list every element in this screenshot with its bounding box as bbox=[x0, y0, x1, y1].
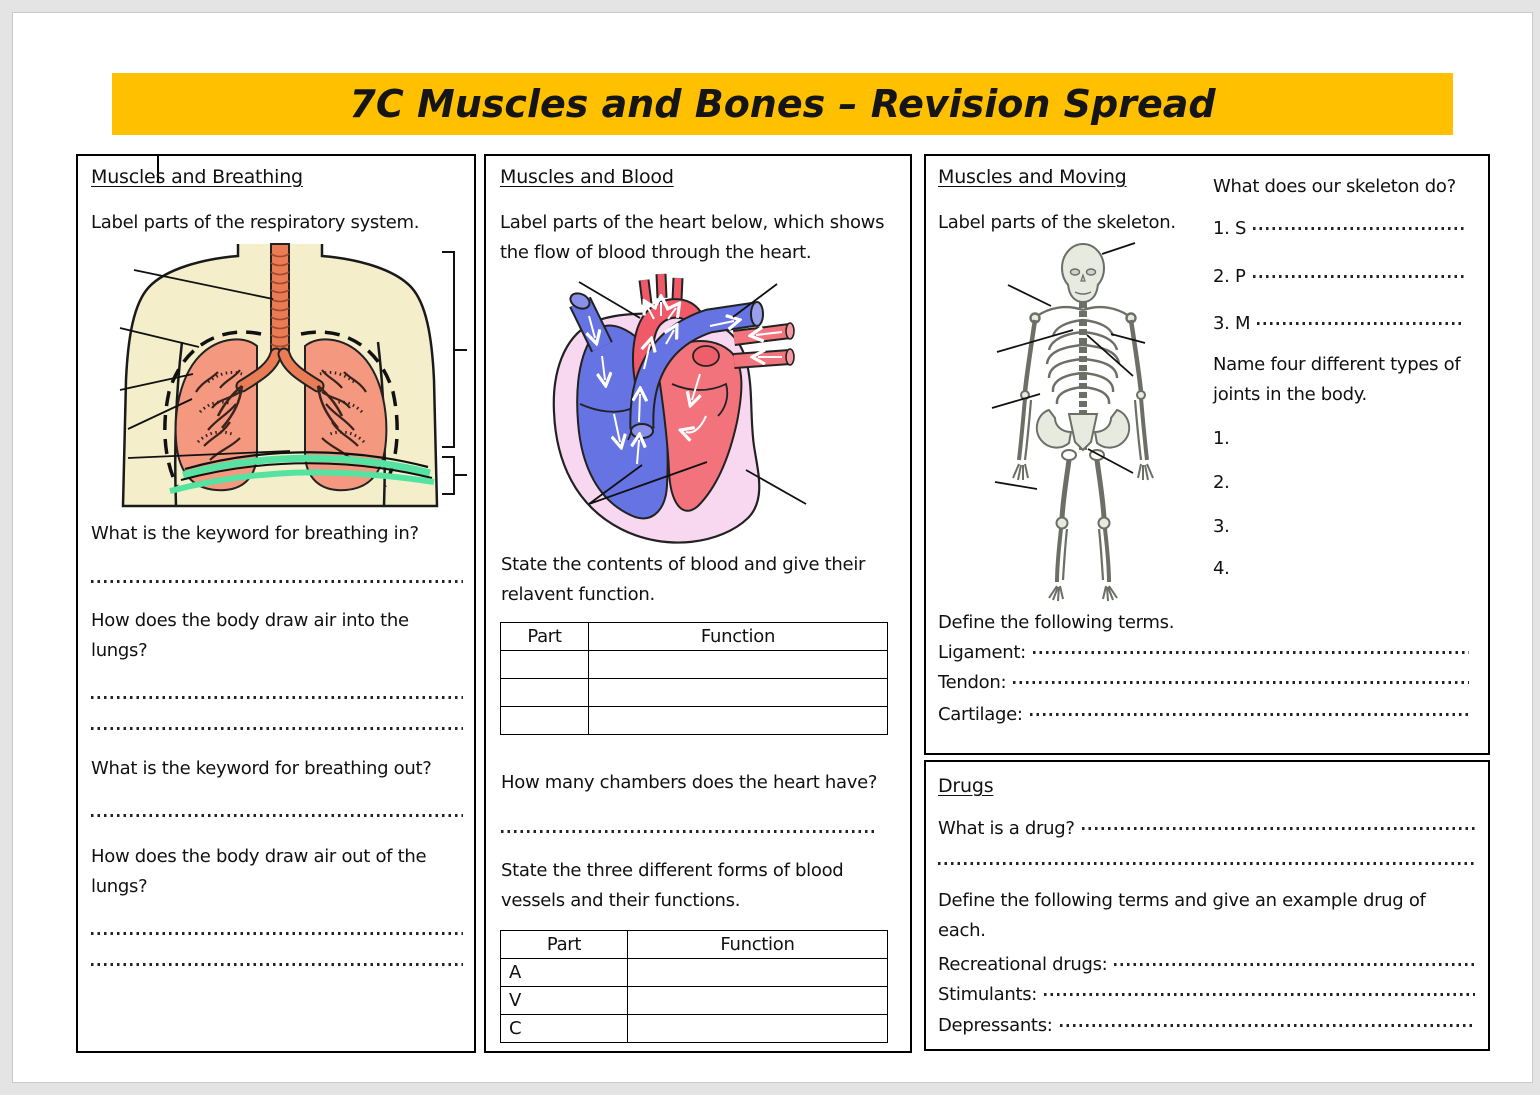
term-label: Depressants: bbox=[938, 1015, 1053, 1036]
label-brackets bbox=[442, 252, 467, 494]
skull bbox=[1062, 244, 1104, 302]
joint-item-3: 3. bbox=[1213, 516, 1230, 537]
list-item-label: 3. M bbox=[1213, 313, 1251, 334]
answer-line bbox=[1257, 322, 1465, 325]
blood-vessels-question: State the three different forms of blood vessels and their functions. bbox=[501, 860, 844, 911]
table-row bbox=[501, 959, 888, 987]
skeleton-answer-3 bbox=[1213, 309, 1465, 339]
term-ligament bbox=[938, 638, 1469, 668]
term-label: Tendon: bbox=[938, 672, 1007, 693]
moving-heading: Muscles and Moving bbox=[938, 166, 1127, 188]
table-row bbox=[501, 707, 888, 735]
term-label: Recreational drugs: bbox=[938, 954, 1108, 975]
answer-line bbox=[91, 814, 463, 817]
page-title: 7C Muscles and Bones – Revision Spread bbox=[349, 82, 1216, 126]
skeleton-diagram bbox=[965, 242, 1205, 606]
answer-line bbox=[1082, 827, 1475, 830]
skeleton-answer-1 bbox=[1213, 214, 1465, 244]
joint-item-1: 1. bbox=[1213, 428, 1230, 449]
section-moving bbox=[924, 154, 1490, 755]
respiratory-diagram bbox=[90, 242, 472, 508]
table-cell bbox=[628, 987, 888, 1015]
drugs-question: What is a drug? bbox=[938, 818, 1075, 839]
table-header-function: Function bbox=[628, 931, 888, 959]
term-recreational bbox=[938, 950, 1475, 980]
blood-contents-question: State the contents of blood and give their relavent function. bbox=[501, 554, 866, 605]
breathing-heading: Muscles and Breathing bbox=[91, 166, 303, 188]
breathing-instruction: Label parts of the respiratory system. bbox=[91, 212, 420, 233]
list-item-label: 2. P bbox=[1213, 266, 1246, 287]
term-label: Cartilage: bbox=[938, 704, 1023, 725]
breathing-question-in: What is the keyword for breathing in? bbox=[91, 523, 419, 544]
define-terms-heading: Define the following terms. bbox=[938, 612, 1175, 633]
skeleton-question: What does our skeleton do? bbox=[1213, 176, 1456, 197]
blood-vessels-table bbox=[500, 930, 888, 1043]
table-row bbox=[501, 679, 888, 707]
answer-line bbox=[1060, 1024, 1475, 1027]
table-cell bbox=[501, 679, 589, 707]
joint-item-4: 4. bbox=[1213, 558, 1230, 579]
table-cell: V bbox=[501, 987, 628, 1015]
answer-line bbox=[1114, 963, 1475, 966]
term-cartilage bbox=[938, 700, 1469, 730]
answer-line bbox=[1253, 227, 1465, 230]
answer-line bbox=[91, 963, 463, 966]
paper-sheet bbox=[12, 12, 1533, 1083]
blood-heading: Muscles and Blood bbox=[500, 166, 674, 188]
drugs-define-question: Define the following terms and give an example drug of each. bbox=[938, 890, 1426, 941]
term-label: Stimulants: bbox=[938, 984, 1038, 1005]
term-stimulants bbox=[938, 980, 1475, 1010]
heart-diagram bbox=[494, 264, 906, 552]
answer-line bbox=[1013, 681, 1469, 684]
blood-chambers-question: How many chambers does the heart have? bbox=[501, 772, 878, 793]
legs bbox=[1049, 460, 1117, 601]
table-header-function: Function bbox=[589, 623, 888, 651]
table-cell bbox=[628, 959, 888, 987]
skeleton-answer-2 bbox=[1213, 262, 1465, 292]
section-blood bbox=[484, 154, 912, 1053]
table-cell bbox=[589, 707, 888, 735]
term-depressants bbox=[938, 1011, 1475, 1041]
table-cell bbox=[501, 651, 589, 679]
table-row bbox=[501, 651, 888, 679]
table-cell bbox=[589, 651, 888, 679]
breathing-question-out: What is the keyword for breathing out? bbox=[91, 758, 432, 779]
blood-contents-table bbox=[500, 622, 888, 735]
answer-line bbox=[91, 696, 463, 699]
pelvis bbox=[1037, 410, 1129, 460]
section-drugs bbox=[924, 760, 1490, 1051]
table-cell: C bbox=[501, 1015, 628, 1043]
blood-instruction: Label parts of the heart below, which shows the flow of blood through the heart. bbox=[500, 212, 885, 263]
answer-line bbox=[91, 727, 463, 730]
table-cell bbox=[589, 679, 888, 707]
answer-line bbox=[91, 580, 463, 583]
table-row bbox=[501, 1015, 888, 1043]
answer-line bbox=[1030, 713, 1469, 716]
list-item-label: 1. S bbox=[1213, 218, 1247, 239]
answer-line bbox=[1033, 651, 1469, 654]
answer-line bbox=[91, 932, 463, 935]
pulmonary-veins bbox=[734, 323, 794, 365]
answer-line bbox=[938, 862, 1475, 865]
section-breathing bbox=[76, 154, 476, 1053]
table-cell bbox=[628, 1015, 888, 1043]
breathing-question-draw-in: How does the body draw air into the lungs? bbox=[91, 610, 409, 661]
table-cell: A bbox=[501, 959, 628, 987]
breathing-question-draw-out: How does the body draw air out of the lungs? bbox=[91, 846, 427, 897]
title-banner bbox=[112, 73, 1453, 135]
table-header-part: Part bbox=[501, 931, 628, 959]
joint-item-2: 2. bbox=[1213, 472, 1230, 493]
term-label: Ligament: bbox=[938, 642, 1026, 663]
joints-question: Name four different types of joints in the body. bbox=[1213, 354, 1461, 405]
drugs-question-row bbox=[938, 814, 1475, 844]
answer-line bbox=[1253, 275, 1465, 278]
moving-instruction: Label parts of the skeleton. bbox=[938, 212, 1176, 233]
term-tendon bbox=[938, 668, 1469, 698]
table-cell bbox=[501, 707, 589, 735]
table-header-part: Part bbox=[501, 623, 589, 651]
table-row bbox=[501, 987, 888, 1015]
answer-line bbox=[501, 830, 876, 833]
drugs-heading: Drugs bbox=[938, 775, 994, 797]
answer-line bbox=[1044, 993, 1475, 996]
